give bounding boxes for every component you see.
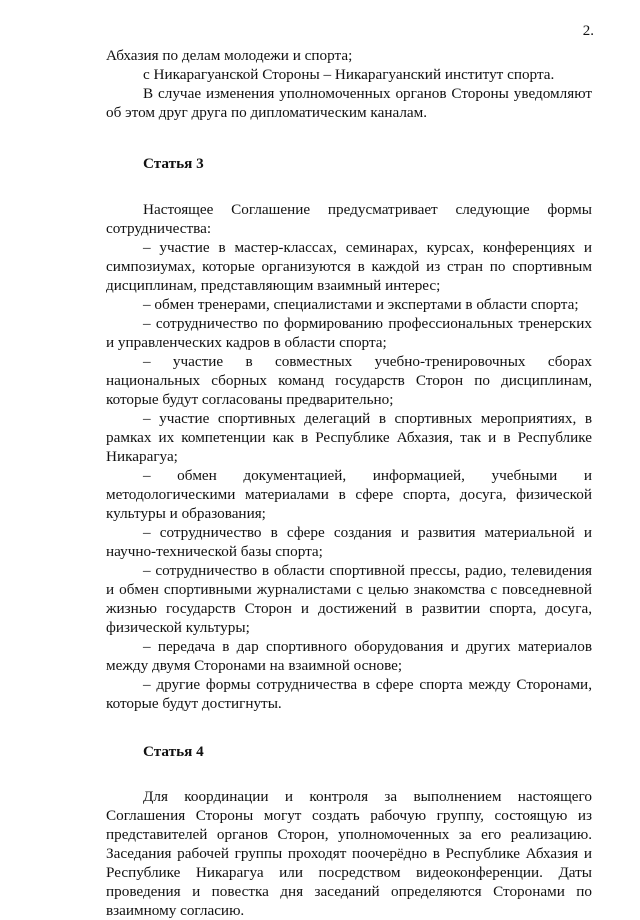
article-3-list-item: – участие спортивных делегаций в спортивных мероприятиях, в рамках их компетенции как в Республике Абхазия, так и в Республике Никарагуа; xyxy=(106,410,592,465)
article-4-paragraph: Для координации и контроля за выполнением настоящего Соглашения Стороны могут создать рабочую группу, состоящую из представителей органов Сторон, уполномоченных за его реализацию. Заседания рабочей группы проходят поочерёдно в Республике Абхазия и Республике Никарагуа или посредством видеоконференции. Даты проведения и повестка дня заседаний определяются Сторонами по взаимному согласию. xyxy=(106,788,592,919)
article-3-list-item: – передача в дар спортивного оборудования и других материалов между двумя Сторонами на взаимной основе; xyxy=(106,638,592,674)
article-3-paragraph: Настоящее Соглашение предусматривает следующие формы сотрудничества: xyxy=(106,201,592,237)
article-3-list-item: – сотрудничество в сфере создания и развития материальной и научно-технической базы спорта; xyxy=(106,524,592,560)
article-3-list-item: – другие формы сотрудничества в сфере спорта между Сторонами, которые будут достигнуты. xyxy=(106,676,592,712)
article-3-list-item: – обмен тренерами, специалистами и экспертами в области спорта; xyxy=(143,296,579,313)
article-3-list-item: – участие в мастер-классах, семинарах, курсах, конференциях и симпозиумах, которые организуются в каждой из стран по спортивным дисциплинам, представляющим взаимный интерес; xyxy=(106,239,592,294)
page-number: 2. xyxy=(582,23,594,39)
paragraph-continued: Абхазия по делам молодежи и спорта; xyxy=(106,47,353,64)
article-3-list-item: – обмен документацией, информацией, учебными и методологическими материалами в сфере спорта, досуга, физической культуры и образования; xyxy=(106,467,592,522)
paragraph-nicaragua-body: с Никарагуанской Стороны – Никарагуанский институт спорта. xyxy=(143,66,555,83)
article-3-list-item: – сотрудничество в области спортивной прессы, радио, телевидения и обмен спортивными журналистами с целью знакомства с повседневной жизнью государств Сторон и достижений в развитии спорта, досуга, физической культуры; xyxy=(106,562,592,636)
paragraph-notification: В случае изменения уполномоченных органов Стороны уведомляют об этом друг друга по дипломатическим каналам. xyxy=(106,85,592,121)
article-3-list-item: – сотрудничество по формированию профессиональных тренерских и управленческих кадров в области спорта; xyxy=(106,315,592,351)
article-3-heading: Статья 3 xyxy=(143,155,204,172)
article-3-list-item: – участие в совместных учебно-тренировочных сборах национальных сборных команд государств Сторон по дисциплинам, которые будут согласованы предварительно; xyxy=(106,353,592,408)
article-4-heading: Статья 4 xyxy=(143,743,204,760)
